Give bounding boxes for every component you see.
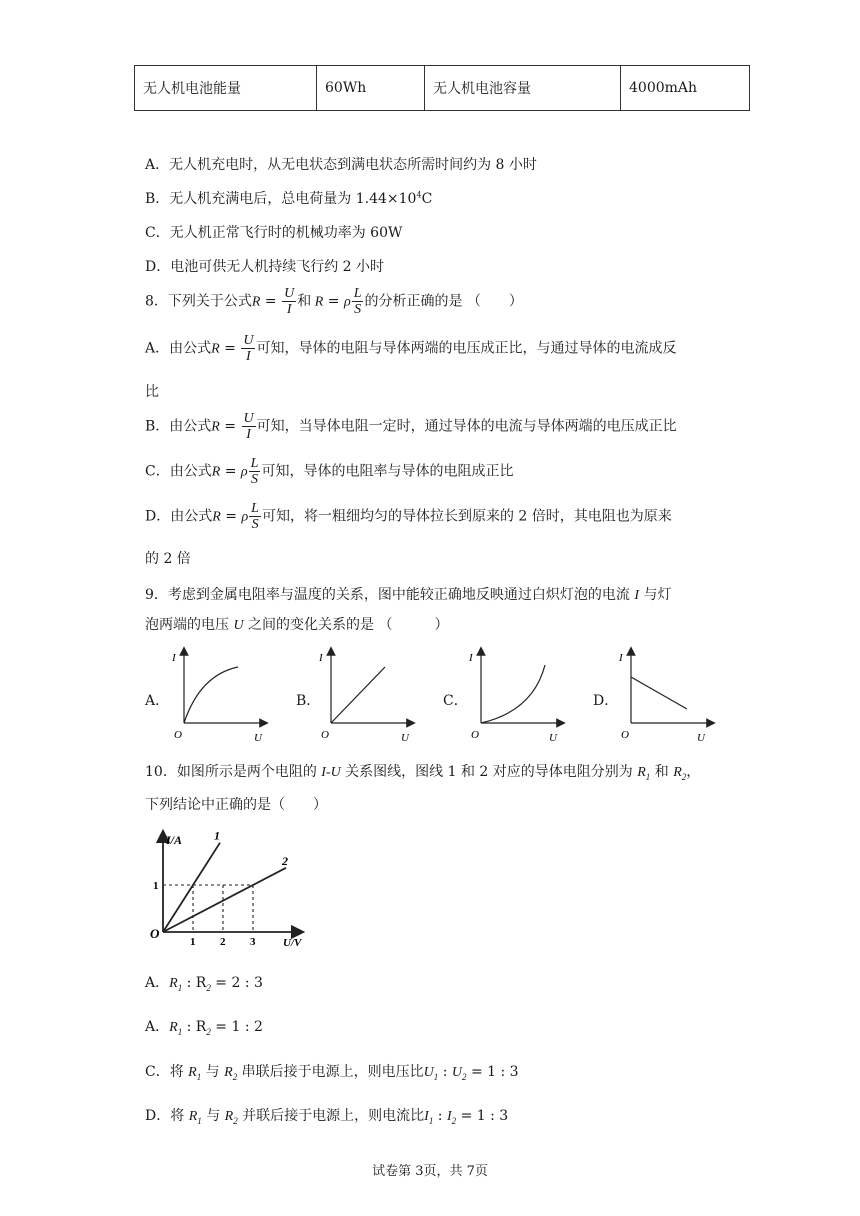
q9-graph-b [313,645,423,745]
x-tick-label: 2 [220,936,226,948]
q9-option-c-label: C． [443,693,468,709]
q9-graph-d [613,645,723,745]
q10-stem-line2: 下列结论中正确的是（ ） [145,797,327,813]
x-tick-label: 3 [250,936,256,948]
q9-graph-a [166,645,276,745]
concave-curve [184,667,238,723]
decreasing-line [631,677,687,709]
axis-y-label: I [619,652,623,664]
q10-stem-line1: 10．如图所示是两个电阻的 I-U 关系图线，图线 1 和 2 对应的导体电阻分别为 $R_1$ 和 $R_2$， [145,764,701,782]
y-axis-label: I/A [166,833,183,847]
q8-option-d: D．由公式R = ρ $\frac{L}{S}$ 可知，将一粗细均匀的导体拉长到原来的 2 倍时，其电阻也为原来 [145,501,672,532]
q7-option-a: A．无人机充电时，从无电状态到满电状态所需时间约为 8 小时 [145,157,537,173]
q10-iu-graph [140,828,320,950]
q8-option-a-cont: 比 [145,384,159,400]
q7-option-b: B．无人机充满电后，总电荷量为 $1.44\times 10^4C$ [145,190,433,207]
q8-option-d-cont: 的 2 倍 [145,551,191,567]
q8-stem: 8．下列关于公式R = $\frac{U}{I}$ 和 R = ρ $\frac{L}{S}$ 的分析正确的是 （ ） [145,286,523,317]
q9-option-b-label: B． [296,693,321,709]
q8-option-a: A．由公式R = $\frac{U}{I}$ 可知，导体的电阻与导体两端的电压成正比，与通过导体的电流成反 [145,333,677,364]
table-cell-energy-value: 60Wh [317,66,425,110]
q10-option-a: A．$R_1$ : $R_2 = 2$ : 3 [145,975,263,993]
q7-option-c: C．无人机正常飞行时的机械功率为 60W [145,225,403,241]
table-cell-capacity-label: 无人机电池容量 [425,66,621,110]
q8-option-c: C．由公式R = ρ $\frac{L}{S}$ 可知，导体的电阻率与导体的电阻成正比 [145,456,514,487]
battery-spec-table [134,65,750,111]
iu-line-1 [163,843,220,932]
axis-x-label: U [254,732,262,744]
q10-option-c: C．将 $R_1$ 与 $R_2$ 串联后接于电源上，则电压比$U_1$ : $U_2 = 1$ : 3 [145,1064,519,1082]
x-tick-labels [190,936,256,948]
table-cell-energy-label: 无人机电池能量 [135,66,317,110]
q10-option-d: D．将 $R_1$ 与 $R_2$ 并联后接于电源上，则电流比$I_1$ : $I_2 = 1$ : 3 [145,1108,509,1126]
line-label-2: 2 [282,853,288,868]
table-cell-capacity-value: 4000mAh [629,80,698,96]
iu-lines [163,843,286,932]
axis-x-label: U [401,732,409,744]
q9-stem-line2: 泡两端的电压 U 之间的变化关系的是 （ ） [145,617,449,633]
axis-y-label: I [319,652,323,664]
origin-label: O [174,729,182,741]
q7-option-d: D．电池可供无人机持续飞行约 2 小时 [145,259,385,275]
x-axis-label: U/V [283,937,302,949]
origin-label: O [321,729,329,741]
x-tick-label: 1 [190,936,196,948]
iu-line-2 [163,868,286,932]
q10-option-b: A．$R_1$ : $R_2 = 1$ : 2 [145,1019,263,1037]
line-labels [214,829,288,868]
convex-curve [481,665,545,723]
q8-option-b: B．由公式R = $\frac{U}{I}$ 可知，当导体电阻一定时，通过导体的电流与导体两端的电压成正比 [145,411,677,442]
straight-line [331,667,385,723]
axis-y-label: I [172,652,176,664]
axis-y-label: I [469,652,473,664]
q9-option-a-label: A． [145,693,170,709]
axis-x-label: U [697,732,705,744]
q9-option-d-label: D． [593,693,619,709]
origin-label: O [471,729,479,741]
page-footer: 试卷第 3页，共 7页 [372,1164,488,1179]
y-tick-label: 1 [153,880,159,892]
q9-stem-line1: 9．考虑到金属电阻率与温度的关系，图中能较正确地反映通过白炽灯泡的电流 I 与灯 [145,587,672,603]
line-label-1: 1 [214,828,220,843]
origin-label: O [621,729,629,741]
q9-graph-c [463,645,573,745]
axis-x-label: U [549,732,557,744]
origin-label: O [150,926,160,941]
